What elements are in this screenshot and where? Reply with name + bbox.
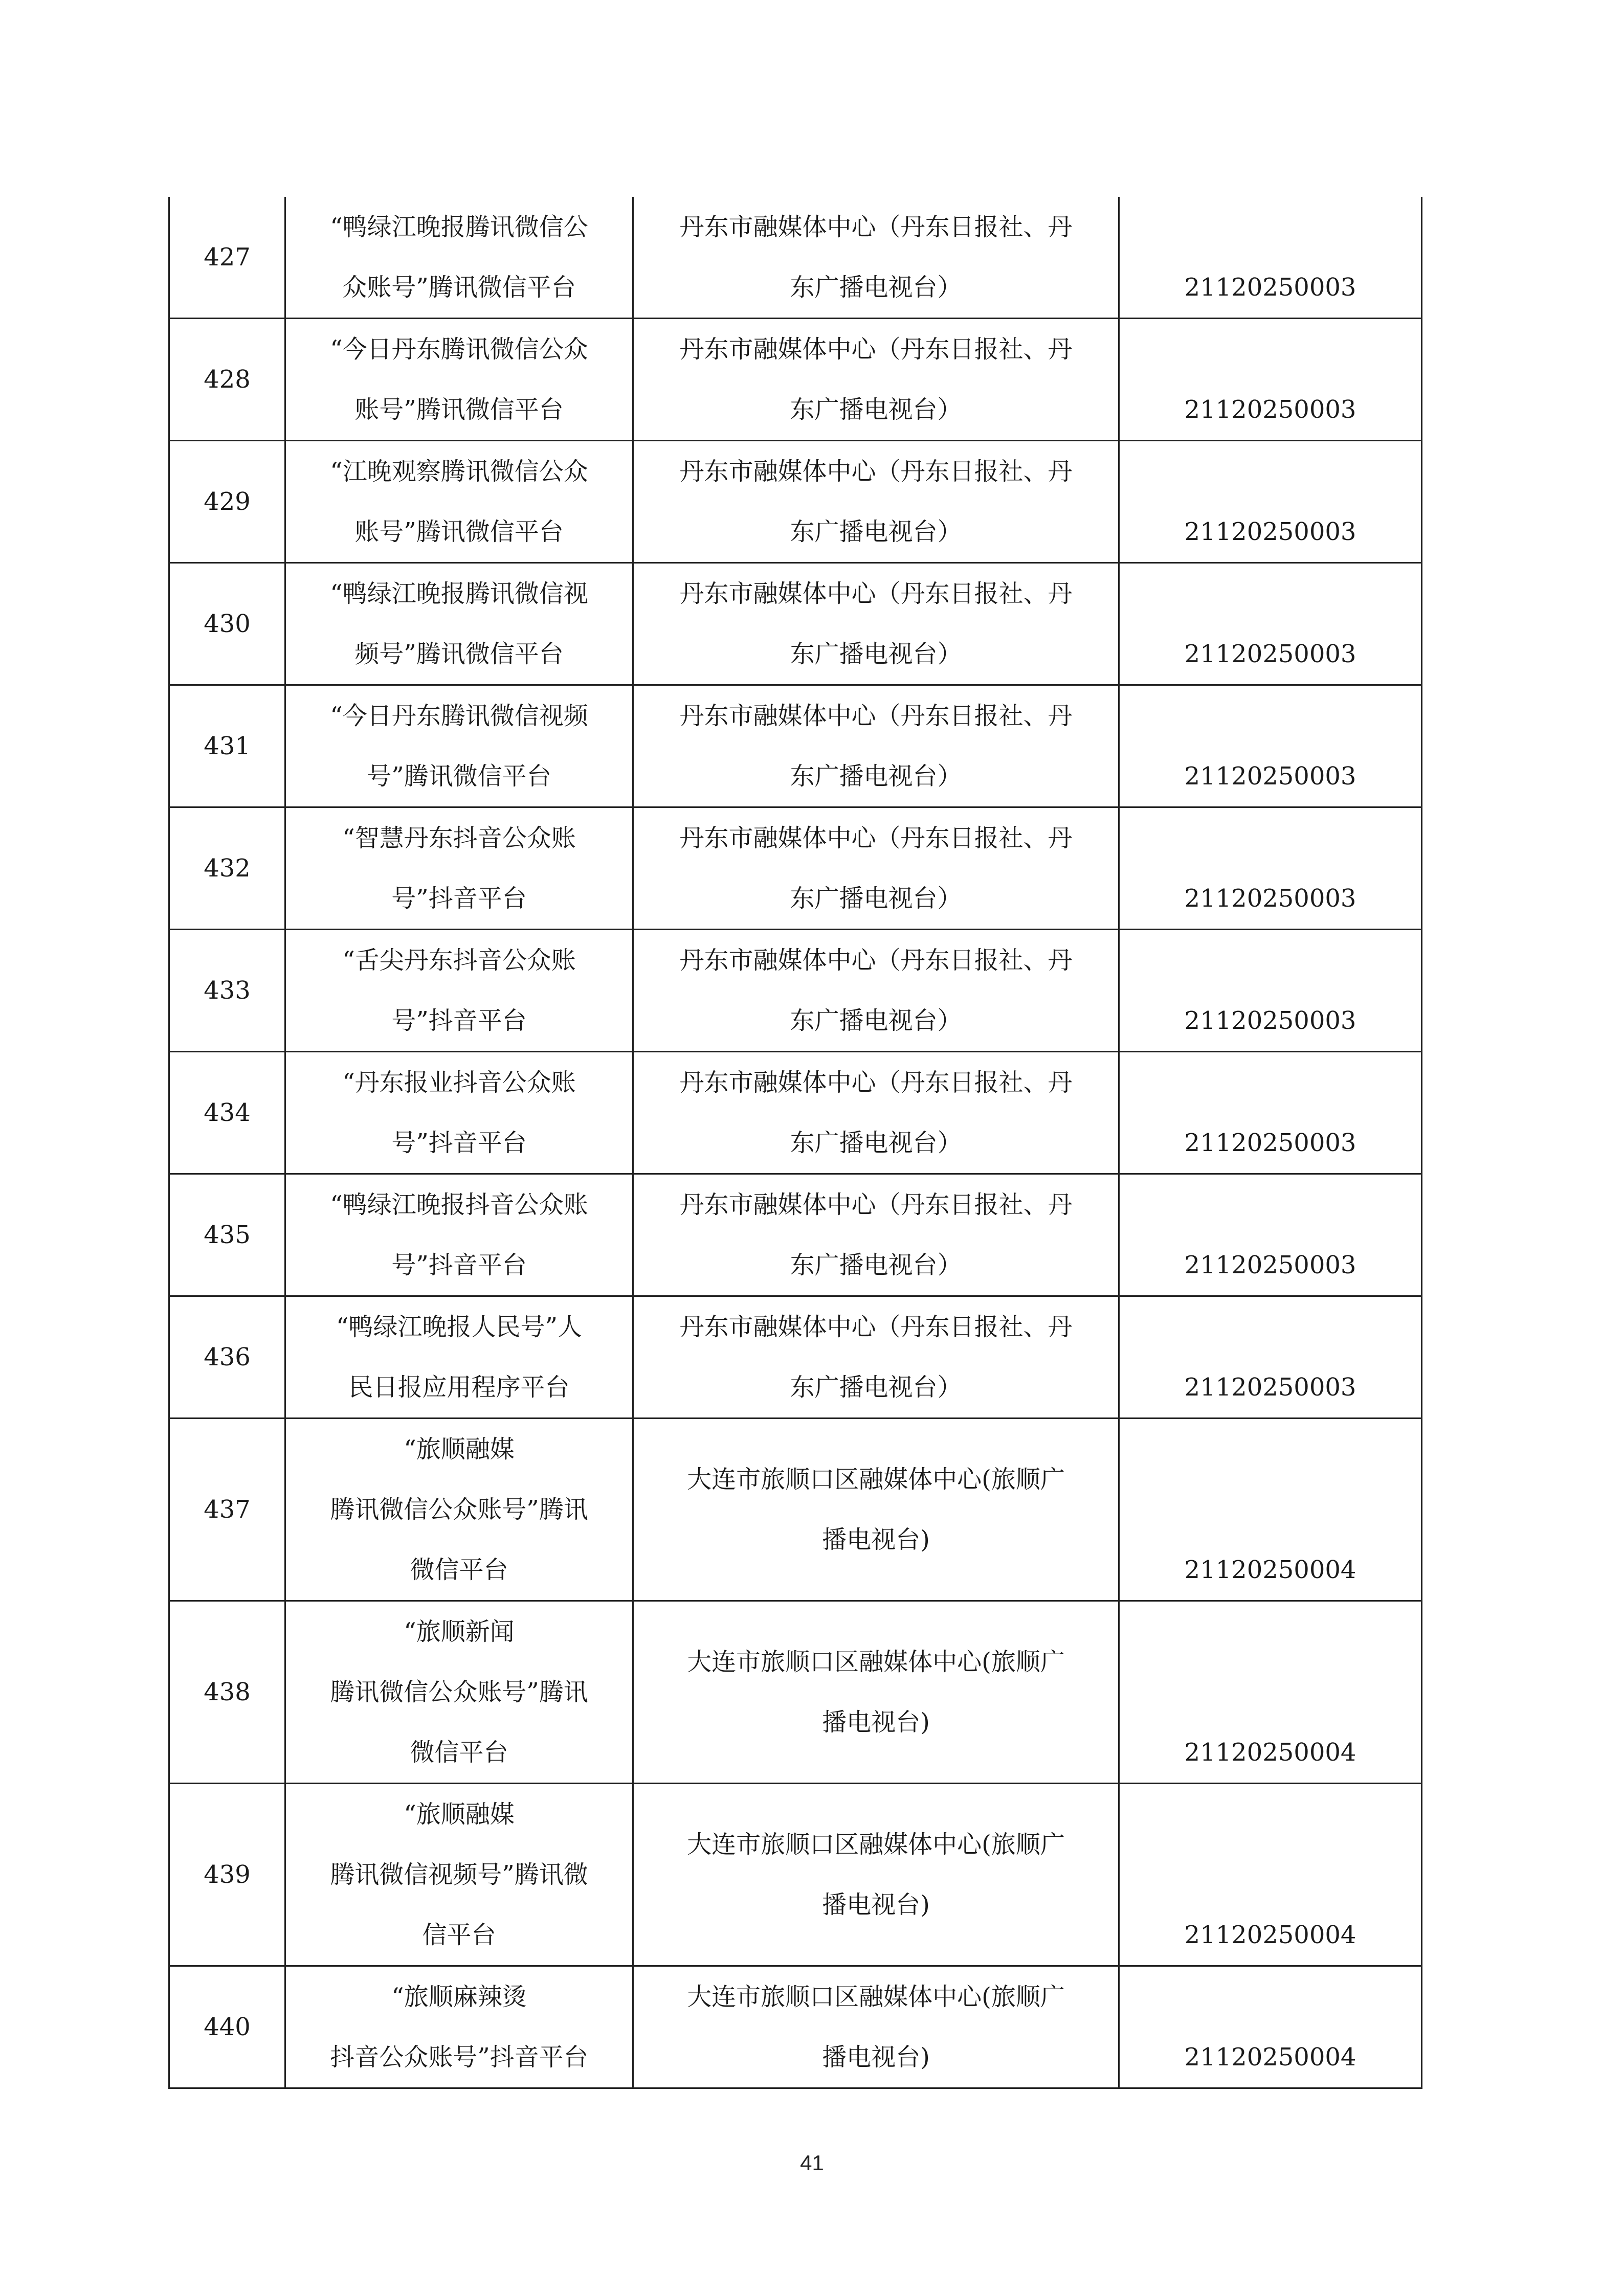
table-row: [169, 1784, 1422, 1966]
row-number: 433: [169, 930, 285, 1052]
row-number: 427: [169, 197, 285, 319]
operating-unit: 丹东市融媒体中心（丹东日报社、丹 东广播电视台）: [633, 1174, 1119, 1296]
license-code-text: 21120250003: [1184, 762, 1356, 791]
row-number: 432: [169, 807, 285, 930]
row-number: 440: [169, 1966, 285, 2088]
license-code-text: 21120250004: [1184, 2043, 1356, 2072]
license-code-text: 21120250003: [1184, 517, 1356, 546]
account-name: “智慧丹东抖音公众账 号”抖音平台: [285, 807, 633, 930]
account-name: “旅顺新闻 腾讯微信公众账号”腾讯 微信平台: [285, 1601, 633, 1784]
account-name: “今日丹东腾讯微信视频 号”腾讯微信平台: [285, 685, 633, 807]
license-code: [1119, 1052, 1422, 1174]
account-name: “江晚观察腾讯微信公众 账号”腾讯微信平台: [285, 441, 633, 563]
row-number: 438: [169, 1601, 285, 1784]
account-name: “旅顺麻辣烫 抖音公众账号”抖音平台: [285, 1966, 633, 2088]
license-code-text: 21120250004: [1184, 1738, 1356, 1767]
license-code-text: 21120250003: [1184, 1373, 1356, 1402]
row-number: 437: [169, 1419, 285, 1601]
operating-unit: 丹东市融媒体中心（丹东日报社、丹 东广播电视台）: [633, 685, 1119, 807]
account-name: “今日丹东腾讯微信公众 账号”腾讯微信平台: [285, 319, 633, 441]
license-code-text: 21120250003: [1184, 1129, 1356, 1157]
account-name: “鸭绿江晚报腾讯微信公 众账号”腾讯微信平台: [285, 197, 633, 319]
table-row: [169, 1174, 1422, 1296]
operating-unit: 丹东市融媒体中心（丹东日报社、丹 东广播电视台）: [633, 563, 1119, 685]
license-code: [1119, 1419, 1422, 1601]
table-row: [169, 197, 1422, 319]
row-number: 439: [169, 1784, 285, 1966]
table-row: [169, 1052, 1422, 1174]
row-number: 428: [169, 319, 285, 441]
account-name: “舌尖丹东抖音公众账 号”抖音平台: [285, 930, 633, 1052]
operating-unit: 丹东市融媒体中心（丹东日报社、丹 东广播电视台）: [633, 441, 1119, 563]
account-name: “旅顺融媒 腾讯微信视频号”腾讯微 信平台: [285, 1784, 633, 1966]
table-row: [169, 930, 1422, 1052]
row-number: 435: [169, 1174, 285, 1296]
operating-unit: 大连市旅顺口区融媒体中心(旅顺广 播电视台): [633, 1419, 1119, 1601]
license-code-text: 21120250004: [1184, 1556, 1356, 1584]
operating-unit: 大连市旅顺口区融媒体中心(旅顺广 播电视台): [633, 1784, 1119, 1966]
row-number: 434: [169, 1052, 285, 1174]
license-code: [1119, 319, 1422, 441]
license-code: [1119, 1966, 1422, 2088]
table-row: [169, 685, 1422, 807]
license-code-text: 21120250003: [1184, 1006, 1356, 1035]
license-code-text: 21120250004: [1184, 1921, 1356, 1949]
table-row: [169, 1601, 1422, 1784]
table-row: [169, 563, 1422, 685]
license-code-text: 21120250003: [1184, 884, 1356, 913]
operating-unit: 丹东市融媒体中心（丹东日报社、丹 东广播电视台）: [633, 807, 1119, 930]
row-number: 431: [169, 685, 285, 807]
page-number: 41: [800, 2151, 824, 2175]
operating-unit: 大连市旅顺口区融媒体中心(旅顺广 播电视台): [633, 1601, 1119, 1784]
license-code: [1119, 930, 1422, 1052]
account-name: “鸭绿江晚报人民号”人 民日报应用程序平台: [285, 1296, 633, 1419]
table-row: [169, 1419, 1422, 1601]
license-code: [1119, 197, 1422, 319]
operating-unit: 大连市旅顺口区融媒体中心(旅顺广 播电视台): [633, 1966, 1119, 2088]
license-code: [1119, 1601, 1422, 1784]
license-code: [1119, 1174, 1422, 1296]
account-name: “鸭绿江晚报腾讯微信视 频号”腾讯微信平台: [285, 563, 633, 685]
row-number: 430: [169, 563, 285, 685]
table-row: [169, 441, 1422, 563]
table-row: [169, 1296, 1422, 1419]
operating-unit: 丹东市融媒体中心（丹东日报社、丹 东广播电视台）: [633, 930, 1119, 1052]
account-name: “鸭绿江晚报抖音公众账 号”抖音平台: [285, 1174, 633, 1296]
license-code: [1119, 1784, 1422, 1966]
license-code: [1119, 1296, 1422, 1419]
table-row: [169, 1966, 1422, 2088]
license-code-text: 21120250003: [1184, 1251, 1356, 1279]
row-number: 429: [169, 441, 285, 563]
license-code: [1119, 441, 1422, 563]
license-code-text: 21120250003: [1184, 273, 1356, 302]
license-code: [1119, 807, 1422, 930]
license-code-text: 21120250003: [1184, 640, 1356, 668]
account-name: “旅顺融媒 腾讯微信公众账号”腾讯 微信平台: [285, 1419, 633, 1601]
license-code: [1119, 563, 1422, 685]
registry-table: [168, 197, 1422, 2089]
table-row: [169, 807, 1422, 930]
row-number: 436: [169, 1296, 285, 1419]
table-row: [169, 319, 1422, 441]
license-code-text: 21120250003: [1184, 395, 1356, 424]
operating-unit: 丹东市融媒体中心（丹东日报社、丹 东广播电视台）: [633, 1052, 1119, 1174]
registry-table-body: [169, 197, 1422, 2088]
license-code: [1119, 685, 1422, 807]
operating-unit: 丹东市融媒体中心（丹东日报社、丹 东广播电视台）: [633, 1296, 1119, 1419]
operating-unit: 丹东市融媒体中心（丹东日报社、丹 东广播电视台）: [633, 319, 1119, 441]
operating-unit: 丹东市融媒体中心（丹东日报社、丹 东广播电视台）: [633, 197, 1119, 319]
account-name: “丹东报业抖音公众账 号”抖音平台: [285, 1052, 633, 1174]
